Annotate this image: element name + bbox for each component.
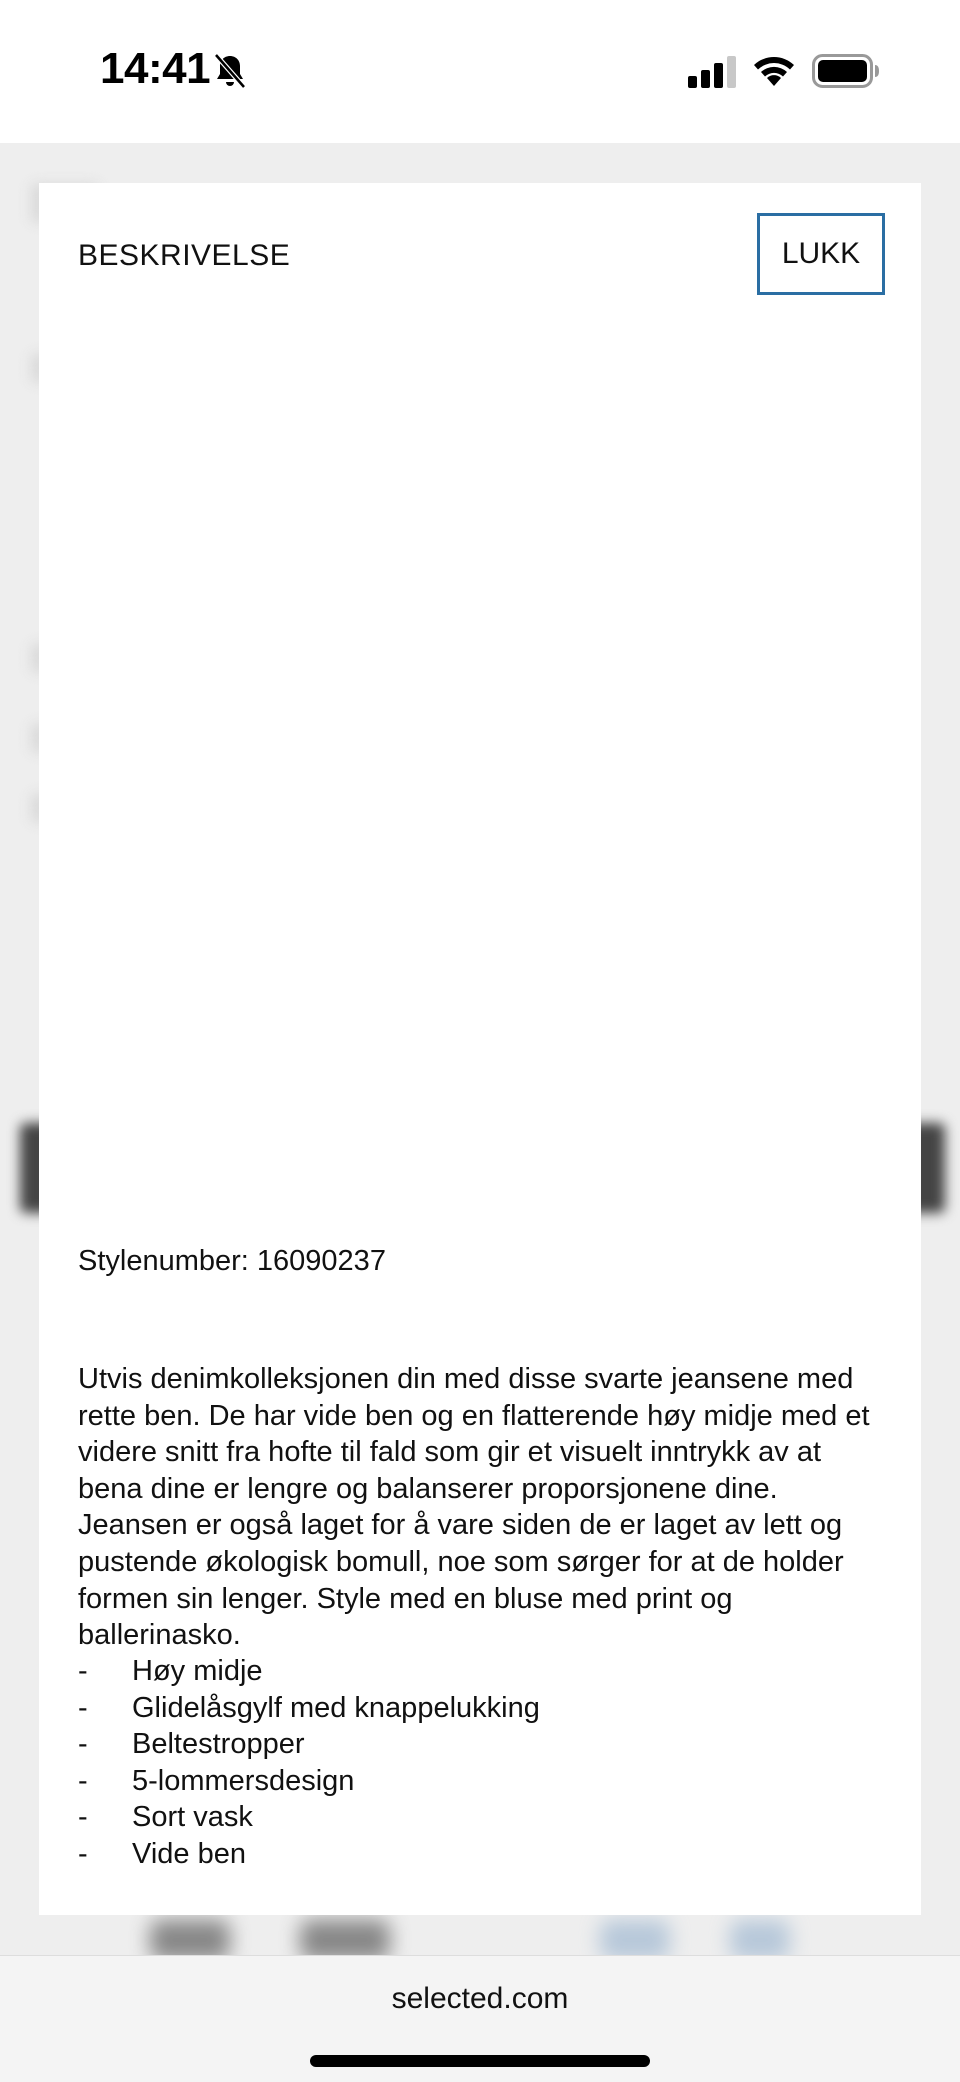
list-dash: -	[78, 1764, 88, 1797]
backdrop-blur-block	[730, 1920, 790, 1960]
backdrop-blur-block	[300, 1920, 390, 1960]
feature-text: 5-lommersdesign	[132, 1764, 355, 1797]
list-item	[78, 1763, 540, 1800]
product-description: Utvis denimkolleksjonen din med disse svarte jeansene med rette ben. De har vide ben og en flatterende høy midje med et videre snitt fra hofte til fald som gir et visuelt inntrykk av at bena dine er lengre og balanserer proporsjonene dine. Jeansen er også laget for å vare siden de er laget av lett og pustende økologisk bomull, noe som sørger for at de holder formen sin lenger. Style med en bluse med print og ballerinasko.	[78, 1363, 870, 1652]
list-item	[78, 1726, 540, 1763]
list-dash: -	[78, 1837, 88, 1870]
cellular-signal-icon	[688, 56, 738, 88]
feature-text: Glidelåsgylf med knappelukking	[132, 1691, 540, 1724]
style-number: Stylenumber: 16090237	[78, 1245, 386, 1277]
bell-muted-icon	[212, 52, 248, 90]
address-bar-url[interactable]: selected.com	[391, 1982, 569, 2015]
battery-icon	[812, 54, 880, 88]
list-dash: -	[78, 1691, 88, 1724]
list-item	[78, 1799, 540, 1836]
feature-text: Høy midje	[132, 1655, 263, 1687]
modal-title: BESKRIVELSE	[78, 239, 291, 272]
backdrop-blur-block	[600, 1920, 670, 1960]
feature-text: Beltestropper	[132, 1728, 305, 1761]
feature-text: Vide ben	[132, 1837, 246, 1870]
list-item	[78, 1653, 540, 1690]
status-time: 14:41	[100, 44, 211, 93]
description-modal	[39, 183, 921, 1915]
close-button[interactable]: LUKK	[757, 213, 885, 295]
browser-bottom-bar	[0, 1955, 960, 2082]
backdrop-blur-block	[150, 1920, 230, 1960]
list-item	[78, 1836, 540, 1873]
list-dash: -	[78, 1655, 88, 1687]
wifi-icon	[752, 52, 796, 88]
list-dash: -	[78, 1728, 88, 1761]
feature-list	[78, 1653, 540, 1873]
list-dash: -	[78, 1801, 88, 1834]
list-item	[78, 1690, 540, 1727]
home-indicator[interactable]	[310, 2055, 650, 2067]
feature-text: Sort vask	[132, 1801, 253, 1834]
status-bar	[0, 0, 960, 143]
